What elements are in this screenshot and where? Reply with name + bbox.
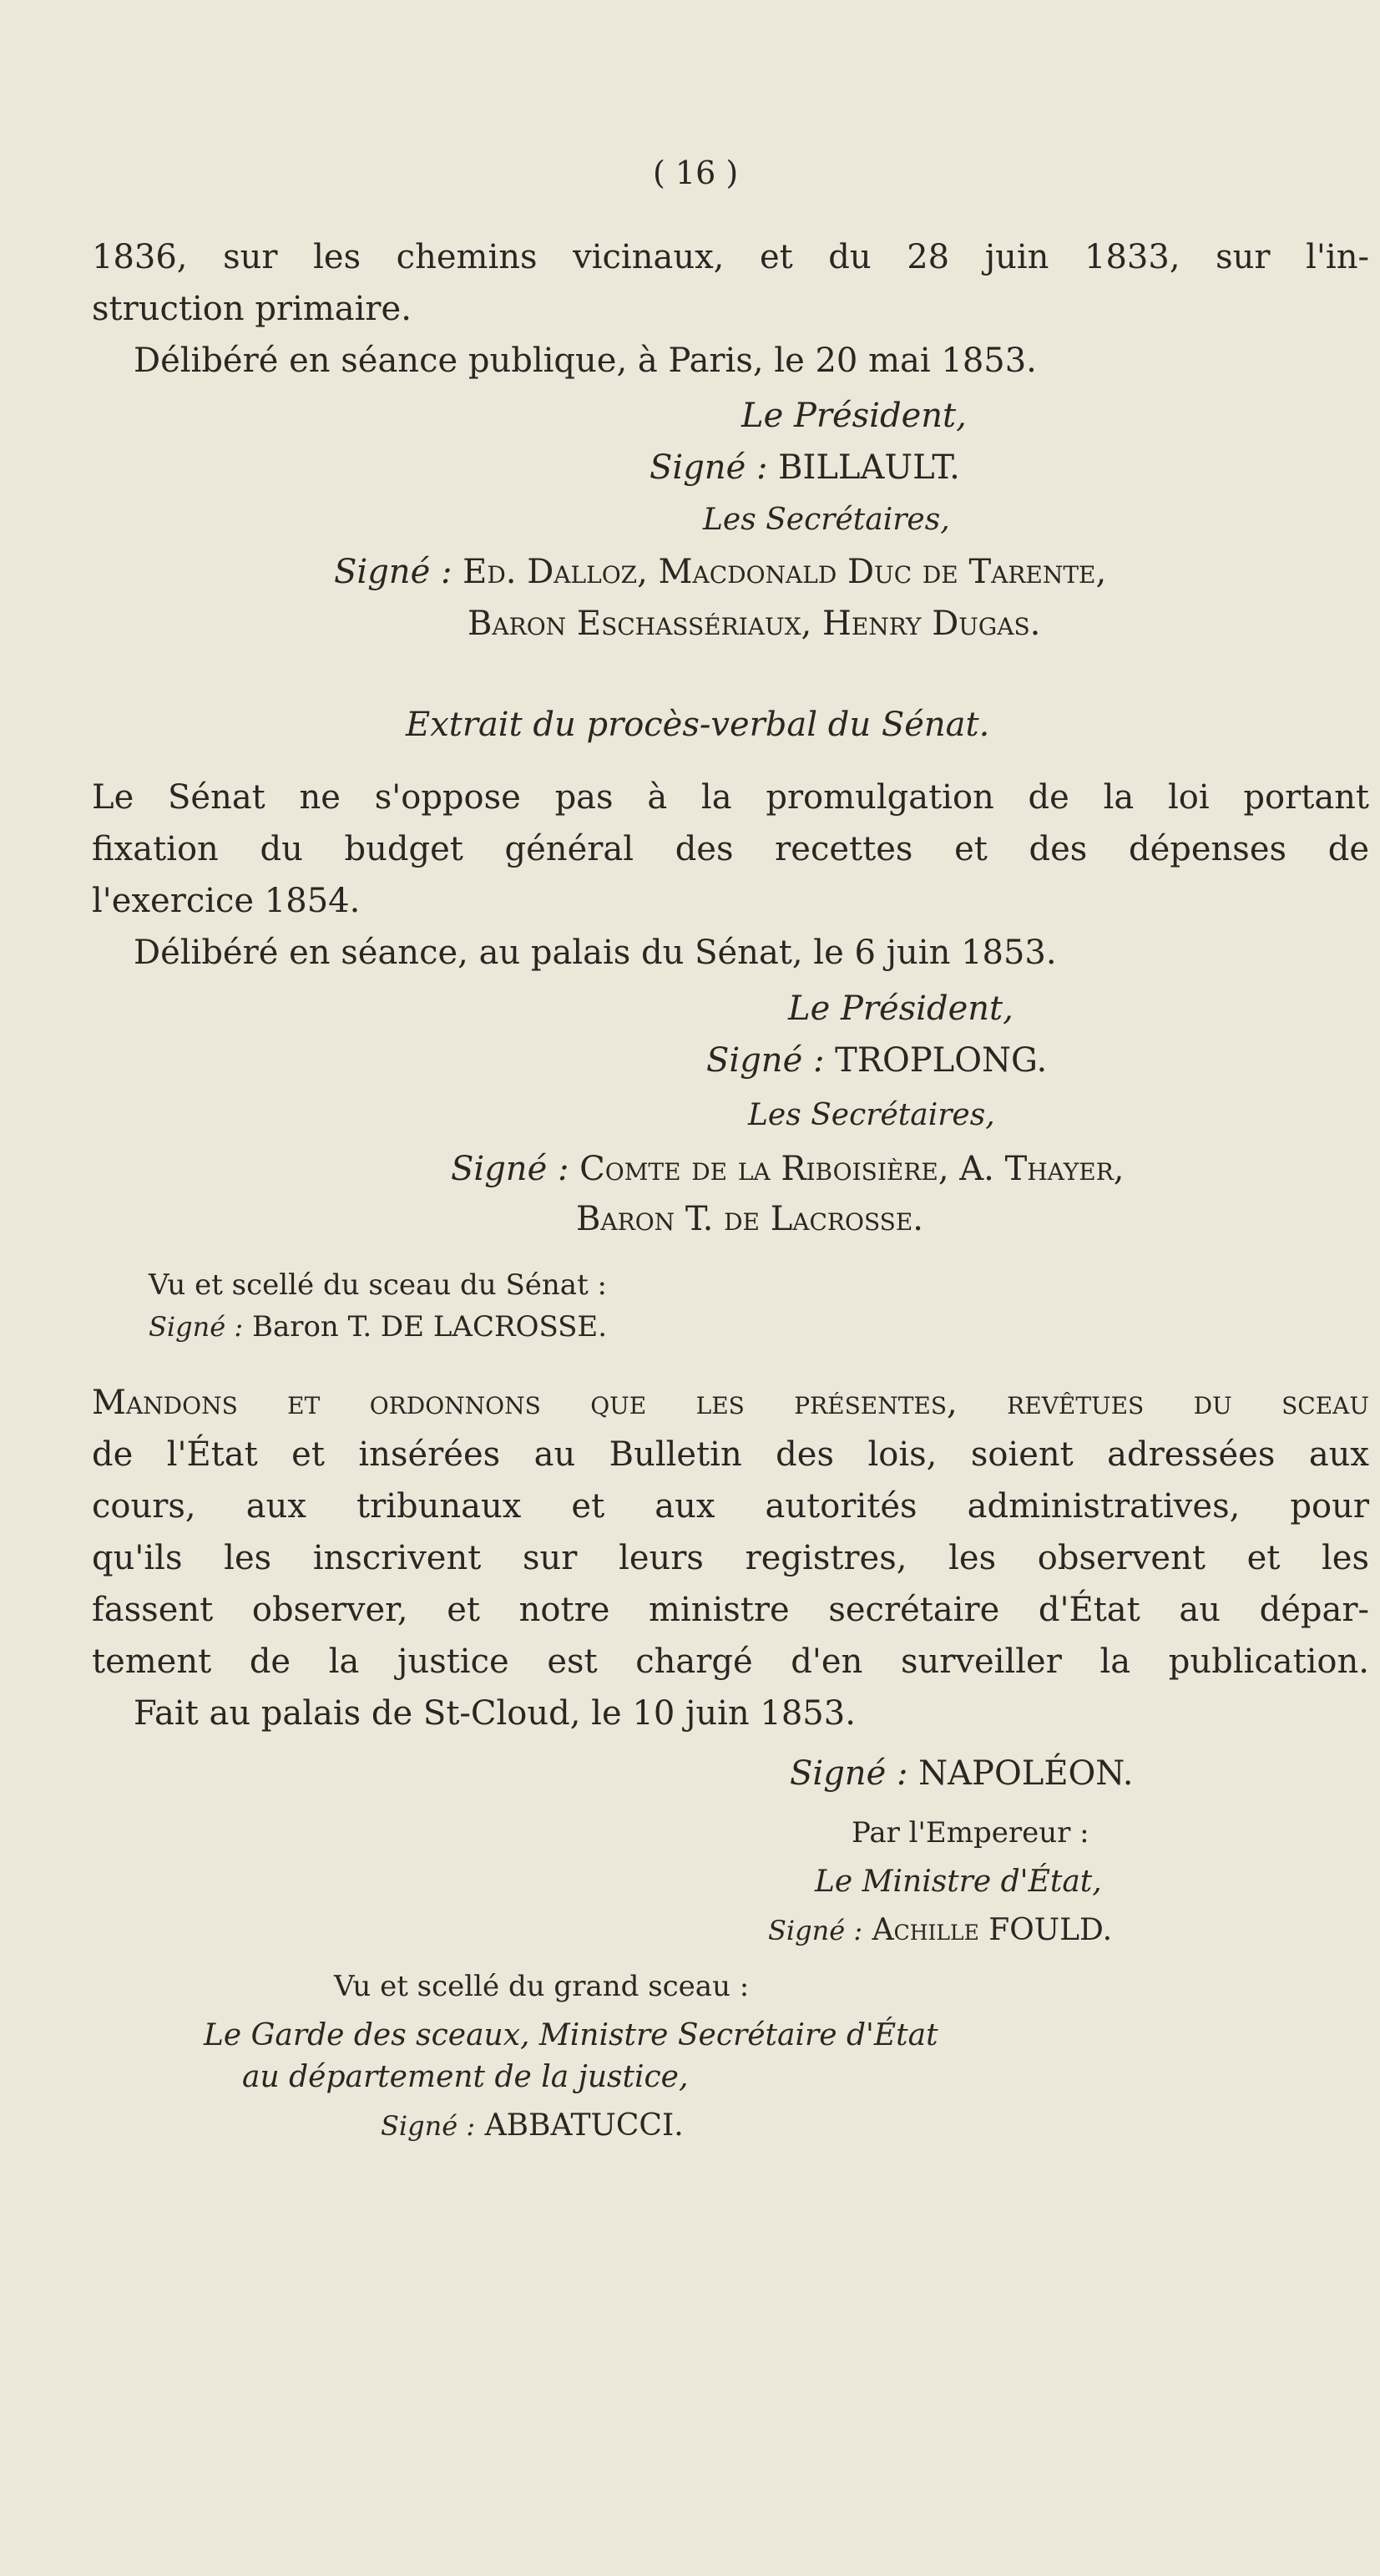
mandons-line-4: qu'ils les inscrivent sur leurs registres, les observent et les bbox=[92, 1539, 1369, 1577]
signe-label: Signé : bbox=[149, 1311, 244, 1343]
signe-label: Signé : bbox=[381, 2110, 476, 2142]
ministre-signature bbox=[768, 1913, 1113, 1947]
signe-label: Signé : bbox=[451, 1150, 569, 1188]
senat-paragraph-line-1: Le Sénat ne s'oppose pas à la promulgation de la loi portant bbox=[92, 778, 1369, 817]
garde-line-1: Le Garde des sceaux, Ministre Secrétaire d'État bbox=[204, 2018, 938, 2052]
intro-deliberation: Délibéré en séance publique, à Paris, le 20 mai 1853. bbox=[134, 342, 1037, 380]
mandons-line-6: tement de la justice est chargé d'en surveiller la publication. bbox=[92, 1642, 1369, 1681]
seal-signer-name: Baron T. DE LACROSSE. bbox=[251, 1310, 608, 1344]
mandons-line-1: Mandons et ordonnons que les présentes, revêtues du sceau bbox=[92, 1384, 1369, 1422]
signe-label: Signé : bbox=[768, 1915, 863, 1946]
secretaires-names: Comte de la Riboisière, A. Thayer, bbox=[579, 1150, 1125, 1188]
garde-line-2: au département de la justice, bbox=[242, 2060, 689, 2094]
senat-secretaires-line-2: Baron T. de Lacrosse. bbox=[576, 1200, 923, 1238]
signe-label: Signé : bbox=[790, 1754, 908, 1793]
president-name: TROPLONG. bbox=[835, 1041, 1048, 1080]
senat-seal-signature bbox=[149, 1310, 608, 1344]
mandons-line-2: de l'État et insérées au Bulletin des lois, soient adressées aux bbox=[92, 1435, 1369, 1474]
par-l-empereur: Par l'Empereur : bbox=[852, 1816, 1089, 1850]
signe-label: Signé : bbox=[650, 448, 768, 487]
president-name: BILLAULT. bbox=[778, 448, 960, 487]
senat-deliberation: Délibéré en séance, au palais du Sénat, le 6 juin 1853. bbox=[134, 934, 1057, 972]
corps-secretaires-line-1 bbox=[334, 555, 1106, 589]
signe-label: Signé : bbox=[706, 1041, 825, 1080]
corps-president-title: Le Président, bbox=[741, 397, 967, 435]
emperor-name: NAPOLÉON. bbox=[918, 1754, 1134, 1793]
corps-secretaires-line-2: Baron Eschassériaux, Henry Dugas. bbox=[468, 605, 1041, 643]
page-number: ( 16 ) bbox=[653, 154, 739, 191]
ministre-title: Le Ministre d'État, bbox=[815, 1865, 1102, 1899]
senat-president-signature bbox=[706, 1041, 1048, 1080]
corps-president-signature bbox=[650, 448, 960, 487]
ministre-name: Achille FOULD. bbox=[872, 1913, 1113, 1947]
mandons-fait: Fait au palais de St-Cloud, le 10 juin 1853. bbox=[134, 1694, 856, 1733]
senat-heading: Extrait du procès-verbal du Sénat. bbox=[406, 706, 990, 744]
senat-paragraph-line-2: fixation du budget général des recettes et des dépenses de bbox=[92, 830, 1369, 868]
corps-secretaires-title: Les Secrétaires, bbox=[703, 503, 950, 537]
emperor-signature bbox=[790, 1754, 1134, 1793]
senat-secretaires-line-1 bbox=[451, 1152, 1125, 1186]
intro-line-1: 1836, sur les chemins vicinaux, et du 28 juin 1833, sur l'in- bbox=[92, 238, 1369, 276]
senat-president-title: Le Président, bbox=[788, 989, 1014, 1028]
senat-paragraph-line-3: l'exercice 1854. bbox=[92, 882, 361, 920]
mandons-line-3: cours, aux tribunaux et aux autorités administratives, pour bbox=[92, 1487, 1369, 1526]
garde-signature bbox=[381, 2108, 684, 2143]
grand-sceau-line: Vu et scellé du grand sceau : bbox=[334, 1970, 750, 2003]
mandons-line-5: fassent observer, et notre ministre secrétaire d'État au dépar- bbox=[92, 1591, 1369, 1629]
secretaires-names: Ed. Dalloz, Macdonald Duc de Tarente, bbox=[463, 553, 1107, 591]
intro-line-2: struction primaire. bbox=[92, 290, 412, 328]
senat-seal-line: Vu et scellé du sceau du Sénat : bbox=[149, 1268, 607, 1302]
garde-name: ABBATUCCI. bbox=[484, 2108, 684, 2143]
signe-label: Signé : bbox=[334, 553, 452, 591]
senat-secretaires-title: Les Secrétaires, bbox=[748, 1098, 995, 1132]
